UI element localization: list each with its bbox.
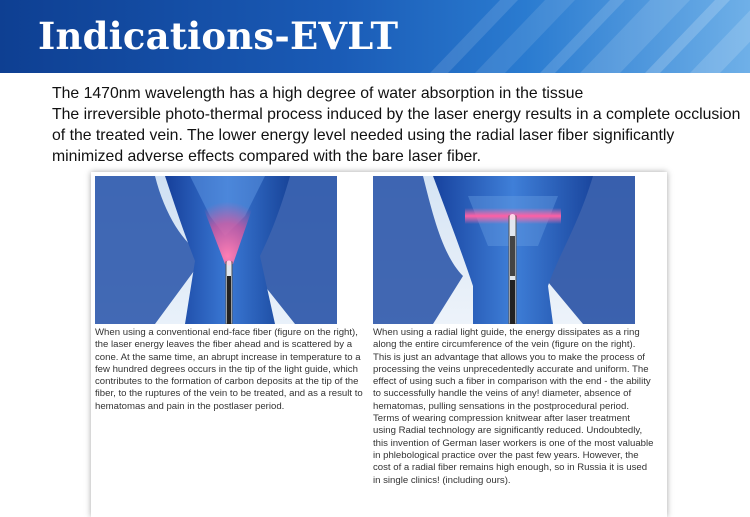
comparison-panel	[91, 172, 667, 517]
end-face-fiber-caption: When using a conventional end-face fiber (figure on the right), the laser energy leaves the fiber ahead and is scattered by a cone. At the same time, an abrupt increase in temperature to a few hundred degrees occurs in the tip of the light guide, which contributes to the formation of carbon deposits at the tip of the fiber, to the ruptures of the vein to be treated, and as a result to hematomas and pain in the postlaser period.	[95, 327, 363, 412]
radial-fiber-illustration	[373, 176, 635, 324]
title-banner	[0, 0, 750, 73]
end-face-fiber-illustration	[95, 176, 337, 324]
page-title: Indications-EVLT	[38, 14, 399, 58]
intro-text	[52, 83, 742, 167]
radial-fiber-caption: When using a radial light guide, the energy dissipates as a ring along the entire circumference of the vein (figure on the right). This is just an advantage that allows you to make the process of processing the veins unprecedentedly accurate and uniform. The effect of using such a fiber in comparison with the end - the ability to successfully handle the veins of any! diameter, absence of hematomas, pulling sensations in the postprocedural period. Terms of wearing compression knitwear after laser treatment using Radial technology are significantly reduced. Undoubtedly, this invention of German laser workers is one of the most valuable in phlebological practice over the past few years. However, the cost of a radial fiber remains high enough, so in Russia it is used in single clinics! (including ours).	[373, 327, 654, 486]
intro-line-photothermal: The irreversible photo-thermal process induced by the laser energy results in a complete occlusion of the treated vein. The lower energy level needed using the radial laser fiber significantly minimized adverse effects compared with the bare laser fiber.	[52, 106, 741, 165]
intro-line-wavelength: The 1470nm wavelength has a high degree of water absorption in the tissue	[52, 85, 584, 102]
